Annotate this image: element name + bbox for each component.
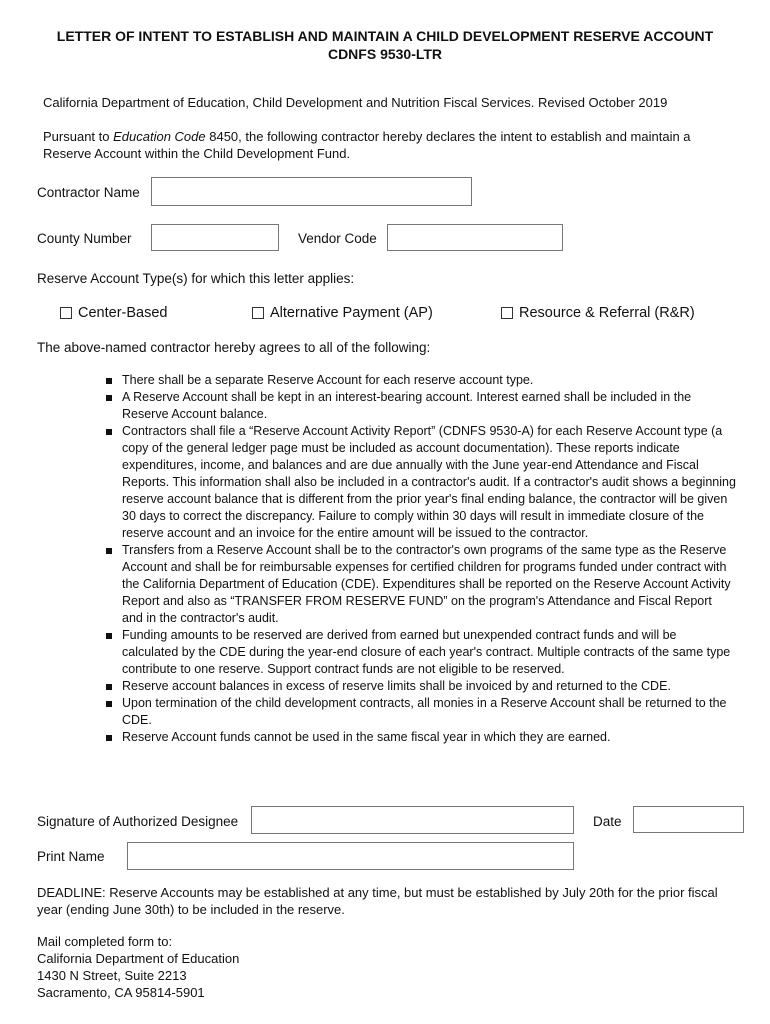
county-number-label: County Number [37,231,132,246]
list-item [106,729,736,746]
list-item-text: Upon termination of the child development contracts, all monies in a Reserve Account shall be returned to the CDE. [122,696,727,727]
checkbox-label: Alternative Payment (AP) [270,305,433,321]
bullet-icon [106,684,112,690]
vendor-code-label: Vendor Code [298,231,377,246]
bullet-icon [106,378,112,384]
print-name-label: Print Name [37,849,105,864]
checkbox-square[interactable] [252,307,264,319]
list-item [106,423,736,542]
account-type-prompt: Reserve Account Type(s) for which this letter applies: [37,271,355,286]
county-number-field[interactable] [151,224,279,251]
pursuant-prefix: Pursuant to [43,129,114,144]
list-item [106,678,736,695]
deadline-notice: DEADLINE: Reserve Accounts may be established at any time, but must be established by July 20th for the prior fiscal year (ending June 30th) to be included in the reserve. [37,885,718,917]
pursuant-rest: 8450, the following contractor hereby declares the intent to establish and maintain a Reserve Account within the Child Development Fund. [43,129,691,161]
bullet-icon [106,395,112,401]
date-label: Date [593,814,622,829]
department-line: California Department of Education, Child Development and Nutrition Fiscal Services. Revised October 2019 [43,95,668,110]
signature-field[interactable] [251,806,574,834]
list-item-text: A Reserve Account shall be kept in an interest-bearing account. Interest earned shall be included in the Reserve Account balance. [122,390,692,421]
checkbox-resource-referral[interactable] [501,305,695,321]
signature-label: Signature of Authorized Designee [37,814,239,829]
contractor-name-field[interactable] [151,177,472,206]
list-item-text: Transfers from a Reserve Account shall be to the contractor's own programs of the same type as the Reserve Account and shall be for reimbursable expenses for certified children for programs funded under contract with the California Department of Education (CDE). Expenditures shall be reported on the Reserve Account Activity Report and also as “TRANSFER FROM RESERVE FUND” on the program's Attendance and Fiscal Report and in the contractor's audit. [122,543,731,625]
bullet-icon [106,633,112,639]
mail-address-block [37,933,437,1001]
bullet-icon [106,735,112,741]
form-code: CDNFS 9530-LTR [327,46,443,62]
agreement-intro: The above-named contractor hereby agrees to all of the following: [37,340,431,355]
mail-line: Mail completed form to: [37,934,173,949]
list-item-text: Contractors shall file a “Reserve Account Activity Report” (CDNFS 9530-A) for each Reserve Account type (a copy of the general ledger page must be included as account documentation). These reports indicate expenditures, income, and balances and are due annually with the June year-end Attendance and Fiscal Reports. This information shall also be included in a contractor's audit. If a contractor's audit shows a beginning reserve account balance that is different from the prior year's final ending balance, the contractor will be given 30 days to correct the discrepancy. Failure to comply within 30 days will result in immediate closure of the reserve account and an invoice for the entire amount will be issued to the contractor. [122,424,736,540]
bullet-icon [106,701,112,707]
checkbox-label: Resource & Referral (R&R) [519,305,695,321]
list-item-text: There shall be a separate Reserve Account for each reserve account type. [122,373,534,387]
education-code-ref: Education Code [113,129,206,144]
list-item-text: Reserve Account funds cannot be used in the same fiscal year in which they are earned. [122,730,611,744]
mail-line: California Department of Education [37,951,240,966]
date-field[interactable] [633,806,744,833]
list-item [106,542,736,627]
list-item-text: Funding amounts to be reserved are derived from earned but unexpended contract funds and will be calculated by the CDE during the year-end closure of each year's contract. Multiple contracts of the same type contribute to one reserve. Support contract funds are not eligible to be reserved. [122,628,731,676]
checkbox-square[interactable] [60,307,72,319]
list-item-text: Reserve account balances in excess of reserve limits shall be invoiced by and returned to the CDE. [122,679,671,693]
list-item [106,372,736,389]
print-name-field[interactable] [127,842,574,870]
list-item [106,627,736,678]
checkbox-label: Center-Based [78,305,168,321]
checkbox-center-based[interactable] [60,305,167,321]
contractor-name-label: Contractor Name [37,185,140,200]
checkbox-square[interactable] [501,307,513,319]
mail-line: Sacramento, CA 95814-5901 [37,985,205,1000]
list-item [106,389,736,423]
list-item [106,695,736,729]
form-title: LETTER OF INTENT TO ESTABLISH AND MAINTAIN A CHILD DEVELOPMENT RESERVE ACCOUNT [56,28,714,44]
checkbox-alternative-payment[interactable] [252,305,433,321]
mail-line: 1430 N Street, Suite 2213 [37,968,187,983]
agreement-list [106,372,736,746]
pursuant-paragraph [43,128,733,162]
bullet-icon [106,429,112,435]
vendor-code-field[interactable] [387,224,563,251]
bullet-icon [106,548,112,554]
